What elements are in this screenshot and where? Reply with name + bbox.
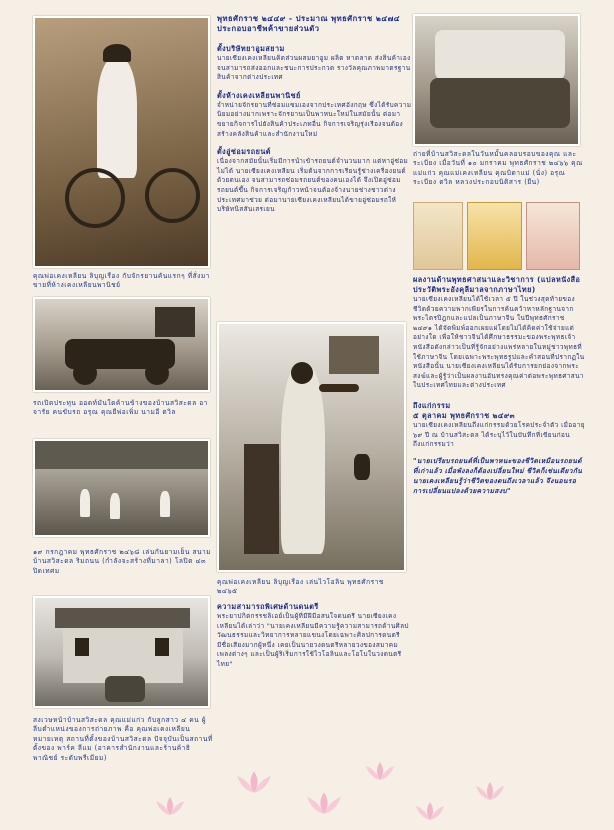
violin [319,384,359,392]
family-caption: ถ่ายที่บ้านสวิสะดลในวันหมั้นคลอบรอบของคุณ และ ระเบียง เมื่อวันที่ ๑๐ มกราคม พุทธศักราช ๒๔๖๖ คุณแม่แก่ว คุณแม่เคงเหลียน คุณบิดาแม่ (นั่ง) อรุณ ระเบียง ตวิล หลวงประกอบนิติสาร (ยืน) [413,150,583,187]
music-section [217,602,412,670]
garden-caption: ๑๙ กรกฎาคม พุทธศักราช ๒๔๖๘ เล่นกันยามเย็น สนามบ้านสวิสะดล ริมถนน (กำลังจะสร้างที่มาลา) โลปิต ๔๓ ปิดเทศม [33,548,212,575]
book-cover-1 [413,202,463,270]
house-caption: สงเวษหน้าบ้านสวิสะดล คุณแม่แก่ว กับลูกสาว ๔ คน ผู้ลีบตำแหน่งของการถ่ายภาพ คือ คุณพ่อเคงเหลียน หมายเหตุ สถานที่ตั้งของบ้านสวิสะดล ปัจจุบันเป็นสถานที่ตั้งของ พาร์ค ลีแม (อาคารสำนักงานและร้านค้าธิพาณิชย์ ระดับพรีเมียม) [33,716,213,762]
man-hat [103,44,131,62]
flower-vase [354,454,370,480]
man-figure [97,58,137,178]
lotus-icon [230,768,278,796]
house-window-left [75,638,89,656]
lotus-icon [150,795,190,817]
death-body: นายเซียงเคงเหลียนถึงแก่กรรมด้วยโรคประจำตัว เมื่ออายุ ๖๙ ปี ณ บ้านสวิสะดล ได้ระบุไว้ในบันทึกที่เขียนก่อนถึงแก่กรรมว่า [413,420,585,449]
book-cover-2 [467,202,522,270]
career-section [217,14,412,215]
house-photo [33,596,210,708]
child-figure-3 [160,491,170,517]
religion-body: นายเซียงเคงเหลียนได้ใช้เวลา ๕ ปี ในช่วงสุดท้ายของชีวิตด้วยความพากเพียรในการค้นคว้าหาหลักฐานจากพระไตรปิฎกและแปลเป็นภาษาจีน ในปีพุทธศักราช ๒๔๙๑ ได้จัดพิมพ์ออกเผยแผ่โดยไม่ได้คิดค่าใช้จ่ายแต่อย่างใด เพื่อให้ชาวจีนได้ศึกษาธรรมะของพระพุทธเจ้า หนังสือดังกล่าวเป็นที่รู้จักอย่างแพร่หลายในหมู่ชาวพุทธที่ใช้ภาษาจีน โดยเฉพาะพระพุทธรูปและคำสอนที่ปรากฏในหนังสือนั้น นายเซียงเคงเหลียนได้รับการยกย่องจากพระสงฆ์และผู้รู้ว่าเป็นผลงานอันทรงคุณค่าต่อพระพุทธศาสนาในประเทศไทยและต่างประเทศ [413,295,585,390]
lotus-icon [410,800,450,822]
yamhom-heading: ตั้งบริษัทยาอูมสยาม [217,44,285,53]
car-caption: รถเปิดประทุน ออดท์มันใดค้านข้างของบ้านสวิสะดล อาจารัย คนขับรถ อรุณ คุณยีพ่อเพิ่ม นามอี ตวิล [33,399,208,417]
lotus-icon [470,780,510,802]
family-group [105,676,145,702]
religion-heading: ผลงานด้านพุทธศาสนาและวิชาการ (แปลหนังสือประวัติพระอังคุลีมาลจากภาษาไทย) [413,275,581,294]
family-photo [413,14,580,146]
lotus-icon [360,760,400,782]
violin-caption: คุณพ่อเคงเหลียน ลิบุญเรือง เล่นไวโอลิน พุทธศักราช ๒๔๖๕ [217,578,384,596]
family-seated [430,78,570,128]
child-figure-1 [80,489,90,517]
house-window-right [155,638,169,656]
yamhom-body: นายเซียงเคงเหลียนคิดส่วนผสมยาอูม ผลิต หาตลาด ส่งสินค้าเอง จนสามารถส่งออกและชนะการประกวด รางวัลคุณภาพมาตรฐานสินค้าจากต่างประเทศ [217,54,411,82]
death-date: ๕ ตุลาคม พุทธศักราช ๒๔๙๓ [413,410,516,420]
family-standing [435,30,565,80]
garage-body: เนื่องจากสมัยนั้นเริ่มมีการนำเข้ารถยนต์จำนวนมาก แต่หาอู่ซ่อมไม่ได้ นายเซียงเคงเหลียน เริ่มต้นจากการเรียนรู้ช่างเครื่องยนต์ด้วยตนเอง จนสามารถซ่อมรถยนต์ของคนเองได้ จึงเปิดอู่ซ่อมรถยนต์ขึ้น กิจการเจริญก้าวหน้าจนต้องจ้างนายช่างชาวต่างประเทศมาช่วย ต่อมานายเซียงเคงเหลียนได้ขายอู่ซ่อมรถให้บริษัทนิสสันเสรเยน [217,157,409,214]
bicycle-caption: คุณพ่อเคงเหลียน ลิบุญเรือง กับจักรยานคันแรกๆ ที่สั่งมาขายที่ห้างเคงเหลียนพานิชย์ [33,272,210,290]
car-photo [33,297,210,392]
picture-frame [329,336,379,374]
music-body: พระยาปกิตกรรชลิเอย์เป็นผู้ที่มีฝีมือสนใจดนตรี นายเซียงเคงเหลียนได้เล่าว่า "นายเคงเหลียนมีความรู้ความสามารถด้านศิลปวัฒนธรรมและวิทยาการหลายแขนงโดยเฉพาะศิลปการดนตรี มีชื่อเสียงมากผู้หนึ่ง เคยเป็นนายวงดนตรีหลายวงของสมาคมเพลงต่างๆ และเป็นผู้ริเริ่มการใช้ไวโอลินและโอโบในวงดนตรีไทย" [217,612,409,668]
music-heading: ความสามารถพิเศษด้านดนตรี [217,602,319,611]
bicycle-wheel [65,168,125,228]
house-roof [55,608,190,628]
religion-section [413,275,585,496]
child-figure-2 [110,493,120,519]
lotus-icon [300,788,348,818]
bicycle-photo [33,16,210,268]
garden-tree [35,441,210,469]
car-wheel-rear [145,361,169,385]
bicycle-shop-heading: ตั้งห้างเคงเหลียนพานิชย์ [217,90,301,100]
side-table [244,444,279,554]
book-cover-3 [526,202,580,270]
final-quote: "นายเปรียบรถยนต์ที่เป็นพาหนะของชีวิตเหมือนรถยนต์ที่เก่าแล้ว เมื่อพังลงก็ต้องเปลี่ยนใหม่ ชีวิตก็เช่นเดียวกัน นายเคงเหลียนรู้ว่าชีวิตของตนถึงเวลาแล้ว จึงนอนรอการเปลี่ยนแปลงด้วยความสงบ" [413,456,583,495]
violin-photo [217,322,406,572]
garden-photo [33,439,210,537]
violinist-figure [281,364,325,554]
garage-heading: ตั้งอู่ซ่อมรถยนต์ [217,147,271,157]
death-heading: ถึงแก่กรรม [413,400,451,410]
bicycle-shop-body: จำหน่ายจักรยานที่ซ่อมแซมเองจากประเทศอังกฤษ ซึ่งได้รับความนิยมอย่างมากเพราะจักรยานเป็นพาหนะใหม่ในสมัยนั้น ต่อมาขยายกิจการไปยังสินค้าประเภทอื่น กิจการเจริญรุ่งเรืองจนต้องสร้างคลังสินค้าและสำนักงานใหม่ [217,100,412,138]
career-title: พุทธศักราช ๒๔๔๙ - ประมาณ พุทธศักราช ๒๔๗๔ ประกอบอาชีพค้าขายส่วนตัว [217,14,401,33]
house-window [155,307,195,337]
car-wheel-front [73,361,97,385]
bicycle-wheel-rear [145,168,200,223]
violinist-head [291,362,313,384]
